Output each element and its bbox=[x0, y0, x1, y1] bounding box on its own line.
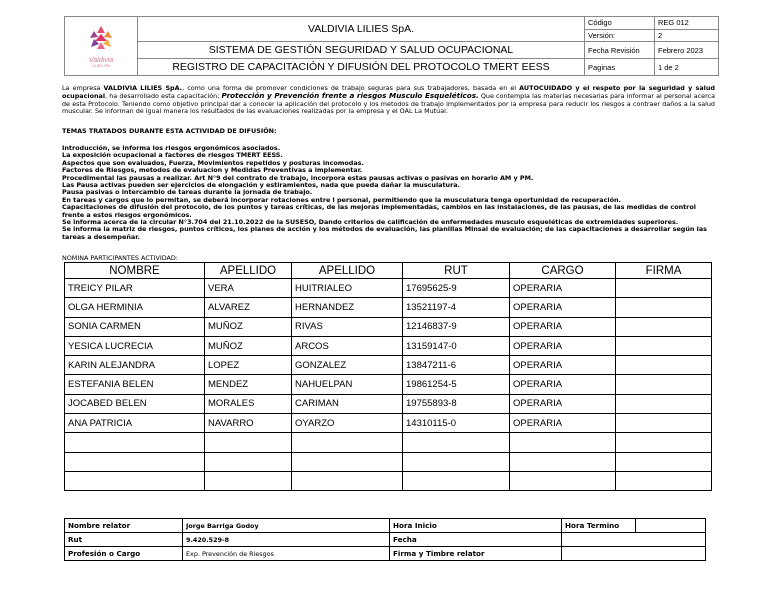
rut-cell: 19755893-8 bbox=[403, 394, 510, 413]
apellido-2-cell: ARCOS bbox=[292, 336, 403, 355]
column-header-rut: RUT bbox=[403, 263, 510, 279]
cargo-cell: OPERARIA bbox=[510, 375, 616, 394]
firma-cell bbox=[616, 317, 712, 336]
rut-cell: 12146837-9 bbox=[403, 317, 510, 336]
cargo-cell: OPERARIA bbox=[510, 317, 616, 336]
rut-value: 9.420.529-8 bbox=[183, 533, 390, 547]
firma-timbre-label: Firma y Timbre relator bbox=[390, 547, 562, 561]
firma-cell bbox=[616, 298, 712, 317]
cargo-cell bbox=[510, 471, 616, 490]
intro-text-3: , ha desarrollado esta capacitación; bbox=[105, 92, 222, 101]
cargo-label: Profesión o Cargo bbox=[65, 547, 183, 561]
firma-cell bbox=[616, 375, 712, 394]
cargo-cell: OPERARIA bbox=[510, 279, 616, 298]
intro-text-4: Que contempla las materias necesarias para informar al personal acerca de esta Protocolo. Teniendo como objetivo principal dar a conocer la aplicación del protocolo y los metodos de trabajo implementados por la empresa para reducir los riesgos a contraer daños a la salud muscular. Se informan de igual manera los resultados de las evaluaciones realizadas por la empresa y el OAL La Mutual. bbox=[62, 92, 715, 116]
nombre-cell: ANA PATRICIA bbox=[65, 414, 205, 433]
firma-cell bbox=[616, 356, 712, 375]
meta-label-fecha-revision: Fecha Revisión bbox=[585, 42, 655, 59]
firma-cell bbox=[616, 279, 712, 298]
document-header bbox=[64, 16, 719, 76]
column-header-firma: FIRMA bbox=[616, 263, 712, 279]
table-row bbox=[65, 336, 712, 355]
record-title: REGISTRO DE CAPACITACIÓN Y DIFUSIÓN DEL PROTOCOLO TMERT EESS bbox=[138, 59, 585, 76]
topic-line: Se informa la matriz de riesgos, puntos críticos, los planes de acción y los métodos de evaluación, las planillas Minsal de evaluación; de las capacitaciones a desarrollar según las tareas a desempeñar. bbox=[62, 225, 707, 241]
cargo-cell: OPERARIA bbox=[510, 394, 616, 413]
nombre-cell: TREICY PILAR bbox=[65, 279, 205, 298]
rut-cell: 13159147-0 bbox=[403, 336, 510, 355]
meta-value-version: 2 bbox=[655, 29, 719, 42]
intro-company: VALDIVIA LILIES SpA. bbox=[103, 84, 183, 92]
meta-value-codigo: REG 012 bbox=[655, 17, 719, 30]
column-header-cargo: CARGO bbox=[510, 263, 616, 279]
cargo-value: Exp. Prevención de Riesgos bbox=[183, 547, 390, 561]
column-header-nombre: NOMBRE bbox=[65, 263, 205, 279]
column-header-apellido-2: APELLIDO bbox=[292, 263, 403, 279]
firma-cell bbox=[616, 336, 712, 355]
table-row bbox=[65, 433, 712, 452]
table-row bbox=[65, 279, 712, 298]
column-header-apellido: APELLIDO bbox=[205, 263, 292, 279]
nombre-cell: SONIA CARMEN bbox=[65, 317, 205, 336]
topic-line: Pausa pasivas o intercambio de tareas durante la jornada de trabajo. bbox=[62, 188, 313, 197]
nombre-cell: KARIN ALEJANDRA bbox=[65, 356, 205, 375]
table-row bbox=[65, 471, 712, 490]
cargo-cell: OPERARIA bbox=[510, 336, 616, 355]
topic-line: Procedimental las pausas a realizar. Art N°9 del contrato de trabajo, incorpora estas pausas activas o pasivas en horario AM y PM. bbox=[62, 173, 534, 182]
topics-list bbox=[62, 145, 715, 241]
participants-table bbox=[64, 262, 712, 491]
rut-cell bbox=[403, 452, 510, 471]
cargo-cell bbox=[510, 433, 616, 452]
rut-cell: 13521197-4 bbox=[403, 298, 510, 317]
apellido-cell: MUÑOZ bbox=[205, 336, 292, 355]
apellido-cell: ALVAREZ bbox=[205, 298, 292, 317]
apellido-2-cell bbox=[292, 452, 403, 471]
relator-name-value: Jorge Barriga Godoy bbox=[183, 519, 390, 533]
relator-table bbox=[64, 518, 706, 561]
hora-inicio-label: Hora Inicio bbox=[390, 519, 562, 533]
rut-cell: 17695625-9 bbox=[403, 279, 510, 298]
apellido-2-cell: OYARZO bbox=[292, 414, 403, 433]
apellido-2-cell: NAHUELPAN bbox=[292, 375, 403, 394]
topic-line: La exposición ocupacional a factores de riesgos TMERT EESS. bbox=[62, 151, 283, 160]
cargo-cell bbox=[510, 452, 616, 471]
firma-cell bbox=[616, 394, 712, 413]
rut-cell bbox=[403, 433, 510, 452]
table-row bbox=[65, 356, 712, 375]
meta-value-paginas: 1 de 2 bbox=[655, 59, 719, 76]
cargo-cell: OPERARIA bbox=[510, 414, 616, 433]
hora-termino-value bbox=[636, 519, 706, 533]
table-row bbox=[65, 375, 712, 394]
cargo-cell: OPERARIA bbox=[510, 298, 616, 317]
topic-line: Las Pausa activas pueden ser ejercicios de elongación y estiramientos, nada que pueda dañar la musculatura. bbox=[62, 181, 460, 190]
nombre-cell: YESICA LUCRECIA bbox=[65, 336, 205, 355]
topic-line: Introducción, se informa los riesgos ergonómicos asociados. bbox=[62, 144, 281, 152]
table-row bbox=[65, 414, 712, 433]
topic-line: Capacitaciones de difusión del protocolo, de los puntos y tareas críticas, de las mejoras implementadas, cambios en las instalaciones, de las pausas, de las medidas de control frente a estos riesgos ergonómicos. bbox=[62, 203, 696, 219]
firma-cell bbox=[616, 414, 712, 433]
rut-cell bbox=[403, 471, 510, 490]
apellido-cell: NAVARRO bbox=[205, 414, 292, 433]
topic-line: En tareas y cargos que lo permitan, se deberá incorporar rotaciones entre l personal, permitiendo que la musculatura tenga oportunidad de recuperación. bbox=[62, 195, 621, 204]
rut-label: Rut bbox=[65, 533, 183, 547]
company-title: VALDIVIA LILIES SpA. bbox=[138, 17, 585, 42]
relator-name-label: Nombre relator bbox=[65, 519, 183, 533]
meta-label-version: Versión: bbox=[585, 29, 655, 42]
lily-flower-icon bbox=[86, 24, 116, 52]
apellido-cell bbox=[205, 433, 292, 452]
nomina-label: NOMINA PARTICIPANTES ACTIVIDAD: bbox=[62, 254, 178, 262]
temas-heading: TEMAS TRATADOS DURANTE ESTA ACTIVIDAD DE DIFUSIÓN: bbox=[62, 127, 277, 135]
apellido-2-cell: CARIMAN bbox=[292, 394, 403, 413]
apellido-cell: VERA bbox=[205, 279, 292, 298]
table-row bbox=[65, 317, 712, 336]
system-title: SISTEMA DE GESTIÓN SEGURIDAD Y SALUD OCUPACIONAL bbox=[138, 42, 585, 59]
nombre-cell: OLGA HERMINIA bbox=[65, 298, 205, 317]
fecha-value bbox=[562, 533, 706, 547]
topic-line: Se informa acerca de la circular N°3.704 del 21.10.2022 de la SUSESO, Dando criterios de calificación de enfermedades musculo esqueléticas de extremidades superiores. bbox=[62, 218, 679, 227]
firma-cell bbox=[616, 452, 712, 471]
firma-cell bbox=[616, 471, 712, 490]
nombre-cell: ESTEFANIA BELEN bbox=[65, 375, 205, 394]
nombre-cell bbox=[65, 471, 205, 490]
firma-timbre-value bbox=[562, 547, 706, 561]
apellido-2-cell bbox=[292, 471, 403, 490]
apellido-cell: MUÑOZ bbox=[205, 317, 292, 336]
company-logo bbox=[65, 17, 138, 76]
intro-paragraph bbox=[62, 85, 715, 116]
cargo-cell: OPERARIA bbox=[510, 356, 616, 375]
apellido-cell: LOPEZ bbox=[205, 356, 292, 375]
nombre-cell bbox=[65, 433, 205, 452]
apellido-2-cell bbox=[292, 433, 403, 452]
rut-cell: 14310115-0 bbox=[403, 414, 510, 433]
nombre-cell bbox=[65, 452, 205, 471]
rut-cell: 13847211-6 bbox=[403, 356, 510, 375]
rut-cell: 19861254-5 bbox=[403, 375, 510, 394]
logo-name: Valdivia bbox=[88, 57, 114, 64]
table-row bbox=[65, 452, 712, 471]
apellido-2-cell: HERNANDEZ bbox=[292, 298, 403, 317]
logo-subtitle: LILIES SPA bbox=[91, 64, 111, 68]
meta-value-fecha-revision: Febrero 2023 bbox=[655, 42, 719, 59]
table-row bbox=[65, 394, 712, 413]
intro-autocuidado: AUTOCUIDADO y el respeto por la seguridad y salud ocupacional bbox=[62, 84, 715, 101]
apellido-cell bbox=[205, 452, 292, 471]
firma-cell bbox=[616, 433, 712, 452]
apellido-2-cell: HUITRIALEO bbox=[292, 279, 403, 298]
table-row bbox=[65, 298, 712, 317]
nombre-cell: JOCABED BELEN bbox=[65, 394, 205, 413]
apellido-cell bbox=[205, 471, 292, 490]
intro-text-1: La empresa bbox=[62, 84, 104, 92]
topic-line: Aspectos que son evaluados, Fuerza, Movimientos repetidos y posturas incomodas. bbox=[62, 158, 364, 167]
apellido-2-cell: RIVAS bbox=[292, 317, 403, 336]
hora-termino-label: Hora Termino bbox=[562, 519, 636, 533]
apellido-2-cell: GONZALEZ bbox=[292, 356, 403, 375]
apellido-cell: MENDEZ bbox=[205, 375, 292, 394]
meta-label-paginas: Paginas bbox=[585, 59, 655, 76]
intro-text-2: , como una forma de promover condiciones de trabajo seguras para sus trabajadores, basada en el bbox=[182, 84, 520, 92]
fecha-label: Fecha bbox=[390, 533, 562, 547]
meta-label-codigo: Código bbox=[585, 17, 655, 30]
intro-topic: Protección y Prevención frente a riesgos Musculo Esqueléticos. bbox=[221, 91, 479, 101]
apellido-cell: MORALES bbox=[205, 394, 292, 413]
topic-line: Factores de Riesgos, metodos de evaluacion y Medidas Preventivas a implementar. bbox=[62, 166, 363, 175]
